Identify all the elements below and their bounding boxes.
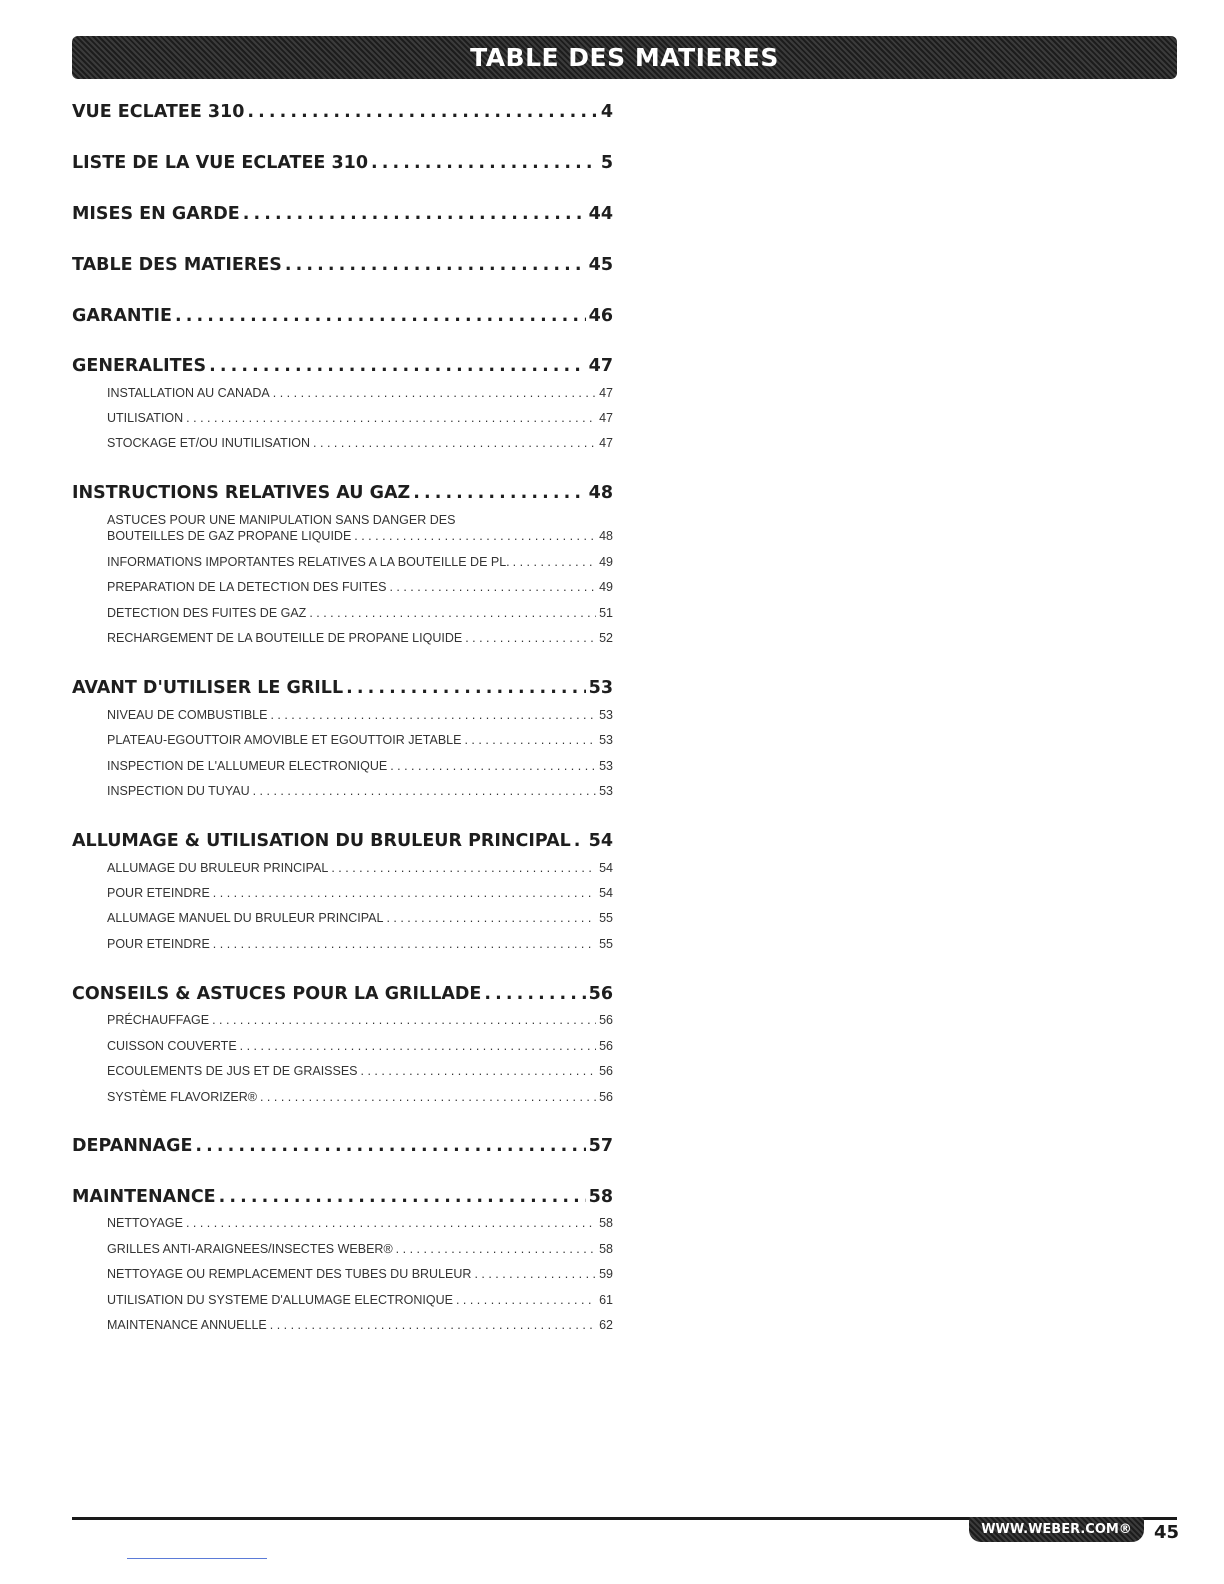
toc-subentry-page: 49 [599,580,613,594]
toc-subentry-label: ECOULEMENTS DE JUS ET DE GRAISSES [107,1064,358,1078]
toc-entry-maintenance[interactable] [72,1187,613,1211]
toc-subentry-page: 47 [599,436,613,450]
dot-leader [456,1293,596,1307]
toc-subentry[interactable] [107,411,613,427]
toc-entry-page: 58 [588,1187,613,1207]
toc-subentry[interactable] [107,529,613,545]
dot-leader [186,1216,596,1230]
toc-subentry[interactable] [107,580,613,596]
toc-subentry-label: CUISSON COUVERTE [107,1039,237,1053]
dot-leader [313,436,596,450]
toc-entry-page: 56 [588,984,613,1004]
dot-leader [270,1318,596,1332]
dot-leader [346,678,586,698]
toc-subentry-page: 56 [599,1064,613,1078]
toc-subentry-label: DETECTION DES FUITES DE GAZ [107,606,307,620]
toc-subentry-label: ALLUMAGE DU BRULEUR PRINCIPAL [107,861,329,875]
toc-subentry-page: 54 [599,886,613,900]
toc-entry-page: 45 [588,255,613,275]
dot-leader [574,831,586,851]
toc-subentry[interactable] [107,1013,613,1029]
toc-entry-avant-grill[interactable] [72,678,613,702]
toc-subentry-label: STOCKAGE ET/OU INUTILISATION [107,436,311,450]
page-title: TABLE DES MATIERES [470,43,779,72]
toc-subentry[interactable] [107,861,613,877]
toc-subentry[interactable] [107,631,613,647]
toc-subentry[interactable] [107,606,613,622]
footer-url-tab[interactable]: WWW.WEBER.COM® [969,1517,1144,1542]
toc-entry-label: CONSEILS & ASTUCES POUR LA GRILLADE [72,984,482,1004]
toc-entry-mises-en-garde[interactable] [72,204,613,228]
dot-leader [260,1090,596,1104]
dot-leader [464,733,596,747]
toc-entry-label: TABLE DES MATIERES [72,255,282,275]
toc-subentry-label: SYSTÈME FLAVORIZER® [107,1090,257,1104]
toc-entry-label: MISES EN GARDE [72,204,240,224]
dot-leader [209,356,586,376]
dot-leader [484,984,585,1004]
header-bar [72,36,1177,79]
dot-leader [413,483,585,503]
toc-subentry[interactable] [107,436,613,452]
dot-leader [270,708,596,722]
dot-leader [213,937,596,951]
toc-subentry[interactable] [107,386,613,402]
dot-leader [309,606,596,620]
toc-entry-garantie[interactable] [72,306,613,330]
toc-entry-page: 46 [588,306,613,326]
toc-subentry-page: 58 [599,1242,613,1256]
toc-entry-page: 44 [588,204,613,224]
toc-subentry[interactable] [107,1242,613,1258]
toc-subentry-page: 54 [599,861,613,875]
dot-leader [195,1136,585,1156]
dot-leader [243,204,586,224]
toc-entry-label: INSTRUCTIONS RELATIVES AU GAZ [72,483,411,503]
toc-entry-label: GARANTIE [72,306,172,326]
toc-subentry[interactable] [107,1039,613,1055]
toc-subentry-label: POUR ETEINDRE [107,886,210,900]
toc-subentry[interactable] [107,911,613,927]
toc-subentry-page: 53 [599,708,613,722]
toc-subentry-label: INFORMATIONS IMPORTANTES RELATIVES A LA BOUTEILLE DE PL. [107,555,510,569]
dot-leader [186,411,596,425]
toc-entry-page: 4 [600,102,613,122]
dot-leader [212,1013,596,1027]
toc-subentry-label: GRILLES ANTI-ARAIGNEES/INSECTES WEBER® [107,1242,393,1256]
toc-entry-label: GENERALITES [72,356,207,376]
dot-leader [285,255,586,275]
toc-subentry-page: 53 [599,784,613,798]
toc-subentry-page: 61 [599,1293,613,1307]
toc-subentry-label: POUR ETEINDRE [107,937,210,951]
toc-subentry-page: 52 [599,631,613,645]
toc-subentry[interactable] [107,759,613,775]
toc-subentry-page: 49 [599,555,613,569]
toc-subentry-page: 47 [599,386,613,400]
toc-entry-instructions-gaz[interactable] [72,483,613,507]
dot-leader [273,386,596,400]
toc-entry-page: 48 [588,483,613,503]
toc-subentry-label: UTILISATION DU SYSTEME D'ALLUMAGE ELECTRONIQUE [107,1293,453,1307]
toc-subentry-page: 53 [599,733,613,747]
dot-leader [240,1039,596,1053]
toc-entry-label: LISTE DE LA VUE ECLATEE 310 [72,153,369,173]
dot-leader [213,886,596,900]
toc-subentry[interactable] [107,1064,613,1080]
toc-entry-label: MAINTENANCE [72,1187,216,1207]
toc-subentry[interactable] [107,937,613,953]
dot-leader [465,631,596,645]
toc-entry-page: 47 [588,356,613,376]
toc-subentry[interactable] [107,784,613,800]
toc-subentry-first-line[interactable]: ASTUCES POUR UNE MANIPULATION SANS DANGER DES [107,513,456,527]
toc-entry-page: 53 [588,678,613,698]
toc-subentry-label: BOUTEILLES DE GAZ PROPANE LIQUIDE [107,529,352,543]
toc-subentry-page: 56 [599,1039,613,1053]
toc-subentry-page: 48 [599,529,613,543]
toc-entry-label: ALLUMAGE & UTILISATION DU BRULEUR PRINCIPAL [72,831,571,851]
toc-subentry-label: NETTOYAGE [107,1216,183,1230]
toc-subentry[interactable] [107,1267,613,1283]
dot-leader [219,1187,586,1207]
toc-entry-conseils[interactable] [72,984,613,1008]
toc-subentry-label: INSPECTION DU TUYAU [107,784,250,798]
dot-leader [386,911,596,925]
toc-subentry-page: 51 [599,606,613,620]
dot-leader [175,306,586,326]
toc-entry-label: VUE ECLATEE 310 [72,102,245,122]
dot-leader [474,1267,596,1281]
toc-entry-page: 54 [588,831,613,851]
dot-leader [390,759,596,773]
toc-subentry[interactable] [107,733,613,749]
toc-subentry-page: 56 [599,1090,613,1104]
dot-leader [331,861,596,875]
toc-subentry-label: PRÉCHAUFFAGE [107,1013,210,1027]
toc-subentry-label: RECHARGEMENT DE LA BOUTEILLE DE PROPANE LIQUIDE [107,631,463,645]
toc-entry-table-matieres[interactable] [72,255,613,279]
toc-subentry-label: INSTALLATION AU CANADA [107,386,270,400]
toc-entry-liste-vue[interactable] [72,153,613,177]
scan-artifact-line [127,1558,267,1559]
toc-subentry-label: MAINTENANCE ANNUELLE [107,1318,267,1332]
dot-leader [247,102,597,122]
toc-subentry-label: INSPECTION DE L'ALLUMEUR ELECTRONIQUE [107,759,388,773]
toc-subentry-page: 56 [599,1013,613,1027]
toc-entry-vue-eclatee[interactable] [72,102,613,126]
toc-subentry[interactable] [107,1090,613,1106]
toc-subentry[interactable] [107,1293,613,1309]
toc-entry-generalites[interactable] [72,356,613,380]
toc-subentry[interactable] [107,555,613,571]
toc-subentry-page: 62 [599,1318,613,1332]
toc-subentry-page: 47 [599,411,613,425]
dot-leader [253,784,596,798]
page-number: 45 [1154,1522,1180,1543]
toc-entry-label: AVANT D'UTILISER LE GRILL [72,678,344,698]
toc-subentry[interactable] [107,708,613,724]
toc-subentry-page: 53 [599,759,613,773]
toc-subentry[interactable] [107,1216,613,1232]
toc-subentry-label: NIVEAU DE COMBUSTIBLE [107,708,268,722]
toc-entry-page: 57 [588,1136,613,1156]
dot-leader [396,1242,596,1256]
toc-subentry-page: 55 [599,937,613,951]
toc-entry-page: 5 [600,153,613,173]
toc-subentry-label: ALLUMAGE MANUEL DU BRULEUR PRINCIPAL [107,911,384,925]
dot-leader [354,529,596,543]
toc-subentry-label: UTILISATION [107,411,184,425]
toc-subentry[interactable] [107,886,613,902]
toc-subentry-label: PREPARATION DE LA DETECTION DES FUITES [107,580,387,594]
dot-leader [371,153,598,173]
toc-subentry-label: PLATEAU-EGOUTTOIR AMOVIBLE ET EGOUTTOIR JETABLE [107,733,462,747]
dot-leader [389,580,596,594]
toc-subentry-page: 58 [599,1216,613,1230]
dot-leader [513,555,596,569]
dot-leader [361,1064,597,1078]
toc-subentry-label: NETTOYAGE OU REMPLACEMENT DES TUBES DU BRULEUR [107,1267,472,1281]
toc-entry-allumage[interactable] [72,831,613,855]
toc-subentry-page: 55 [599,911,613,925]
toc-subentry[interactable] [107,1318,613,1334]
toc-entry-depannage[interactable] [72,1136,613,1160]
toc-subentry-page: 59 [599,1267,613,1281]
toc-entry-label: DEPANNAGE [72,1136,193,1156]
